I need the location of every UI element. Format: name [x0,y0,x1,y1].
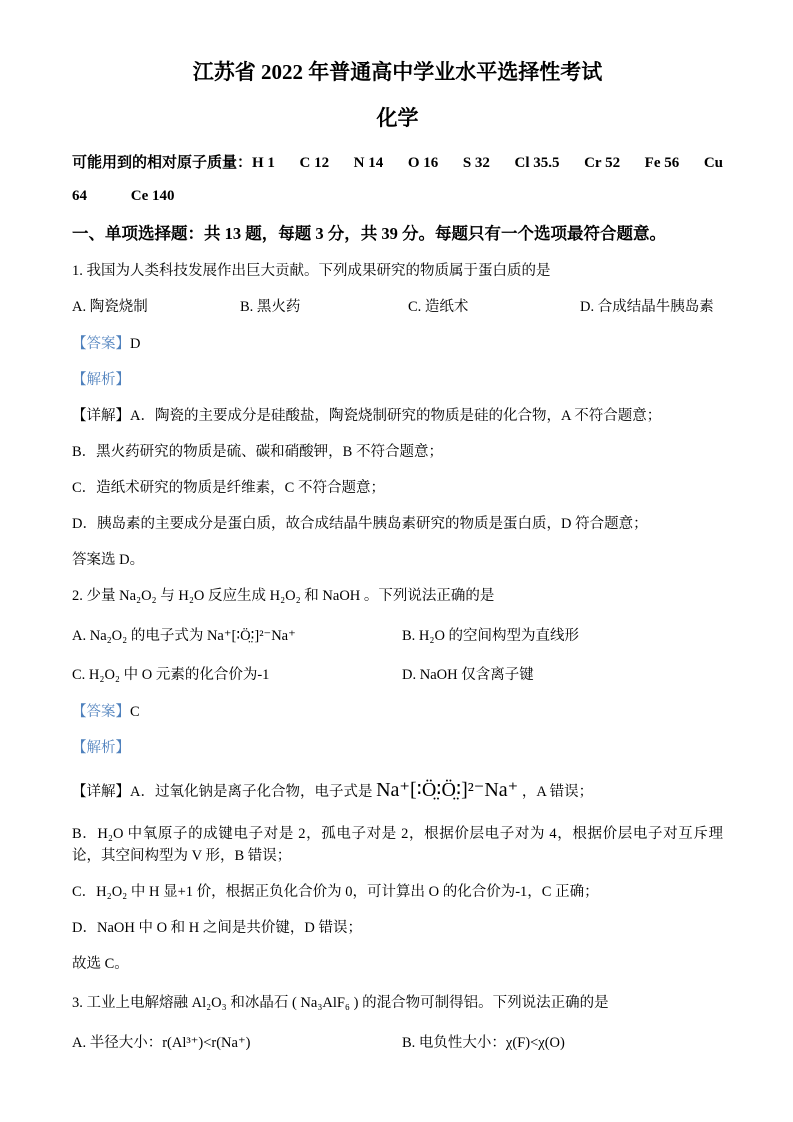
answer-label: 【答案】 [72,704,130,720]
question-1-option-a: A. 陶瓷烧制 [72,299,148,315]
question-2-detail-b: B．H₂O 中氧原子的成键电子对是 2，孤电子对是 2，根据价层电子对为 4，根据价层电子对互斥理论，其空间构型为 V 形，B 错误； [72,826,723,864]
question-1-detail-c: C．造纸术研究的物质是纤维素，C 不符合题意； [72,480,385,496]
atomic-masses-line-1 [72,152,723,174]
question-2-stem: 2. 少量 Na₂O₂ 与 H₂O 反应生成 H₂O₂ 和 NaOH 。下列说法正确的是 [72,588,495,604]
atomic-mass-cu-value: 64 [72,188,87,204]
question-2-detail-d: D．NaOH 中 O 和 H 之间是共价键，D 错误； [72,920,362,936]
section-heading: 一、单项选择题：共 13 题，每题 3 分，共 39 分。每题只有一个选项最符合题意。 [72,224,666,243]
question-2-option-c: C. H₂O₂ 中 O 元素的化合价为-1 [72,667,270,683]
question-1-answer-value: D [130,336,141,352]
question-2-detail-a [72,773,723,809]
question-3-options [72,1031,723,1055]
question-2-answer-line [72,701,723,723]
atomic-masses-line-2 [72,185,723,207]
question-1-detail-d: D．胰岛素的主要成分是蛋白质，故合成结晶牛胰岛素研究的物质是蛋白质，D 符合题意； [72,516,648,532]
question-1-detail-conclusion: 答案选 D。 [72,552,145,568]
question-2-analysis-label: 【解析】 [72,740,130,756]
atomic-mass-item-n: N 14 [353,155,384,171]
question-1-detail-b: B．黑火药研究的物质是硫、碳和硝酸钾，B 不符合题意； [72,444,443,460]
atomic-mass-item-s: S 32 [462,155,490,171]
question-1-option-b: B. 黑火药 [240,299,301,315]
question-2-options-cd [72,663,723,687]
question-2-option-a: A. Na₂O₂ 的电子式为 Na⁺[∶Ö̤∶]²⁻Na⁺ [72,628,296,644]
question-2-option-d: D. NaOH 仅含离子键 [402,667,534,683]
question-1-detail-a: 【详解】A．陶瓷的主要成分是硅酸盐，陶瓷烧制研究的物质是硅的化合物，A 不符合题意； [72,408,662,424]
question-2-detail-a-suffix: ，A 错误； [518,784,594,800]
atomic-mass-item-fe: Fe 56 [644,155,680,171]
subject-title: 化学 [376,106,419,130]
electron-dot-formula: Na⁺[∶Ö̤∶Ö̤∶]²⁻Na⁺ [376,779,519,801]
question-1-options [72,296,723,318]
question-3-stem: 3. 工业上电解熔融 Al₂O₃ 和冰晶石 ( Na₃AlF₆ ) 的混合物可制得铝。下列说法正确的是 [72,995,609,1011]
answer-label: 【答案】 [72,336,130,352]
question-2-detail-a-text: 【详解】A．过氧化钠是离子化合物，电子式是 [72,784,377,800]
question-3-option-b: B. 电负性大小：χ(F)<χ(O) [402,1035,565,1051]
atomic-mass-item-c: C 12 [299,155,330,171]
atomic-mass-item-cl: Cl 35.5 [514,155,560,171]
doc-title: 江苏省 2022 年普通高中学业水平选择性考试 [192,60,603,84]
atomic-mass-item-cu: Cu [703,155,723,171]
atomic-mass-item-o: O 16 [407,155,439,171]
question-1-analysis-label: 【解析】 [72,372,130,388]
question-2-detail-c: C．H₂O₂ 中 H 显+1 价，根据正负化合价为 0，可计算出 O 的化合价为-1，C 正确； [72,884,599,900]
question-1-stem: 1. 我国为人类科技发展作出巨大贡献。下列成果研究的物质属于蛋白质的是 [72,263,551,279]
question-2-detail-conclusion: 故选 C。 [72,956,129,972]
atomic-mass-item-cr: Cr 52 [584,155,621,171]
atomic-mass-intro: 可能用到的相对原子质量：H 1 [72,155,275,171]
question-1-option-c: C. 造纸术 [408,299,469,315]
question-1-answer-line [72,333,723,355]
atomic-mass-item-ce: Ce 140 [130,188,175,204]
question-3-option-a: A. 半径大小：r(Al³⁺)<r(Na⁺) [72,1035,251,1051]
question-2-answer-value: C [130,704,140,720]
question-2-options-ab [72,621,723,651]
question-1-option-d: D. 合成结晶牛胰岛素 [580,299,714,315]
question-2-option-b: B. H₂O 的空间构型为直线形 [402,628,580,644]
